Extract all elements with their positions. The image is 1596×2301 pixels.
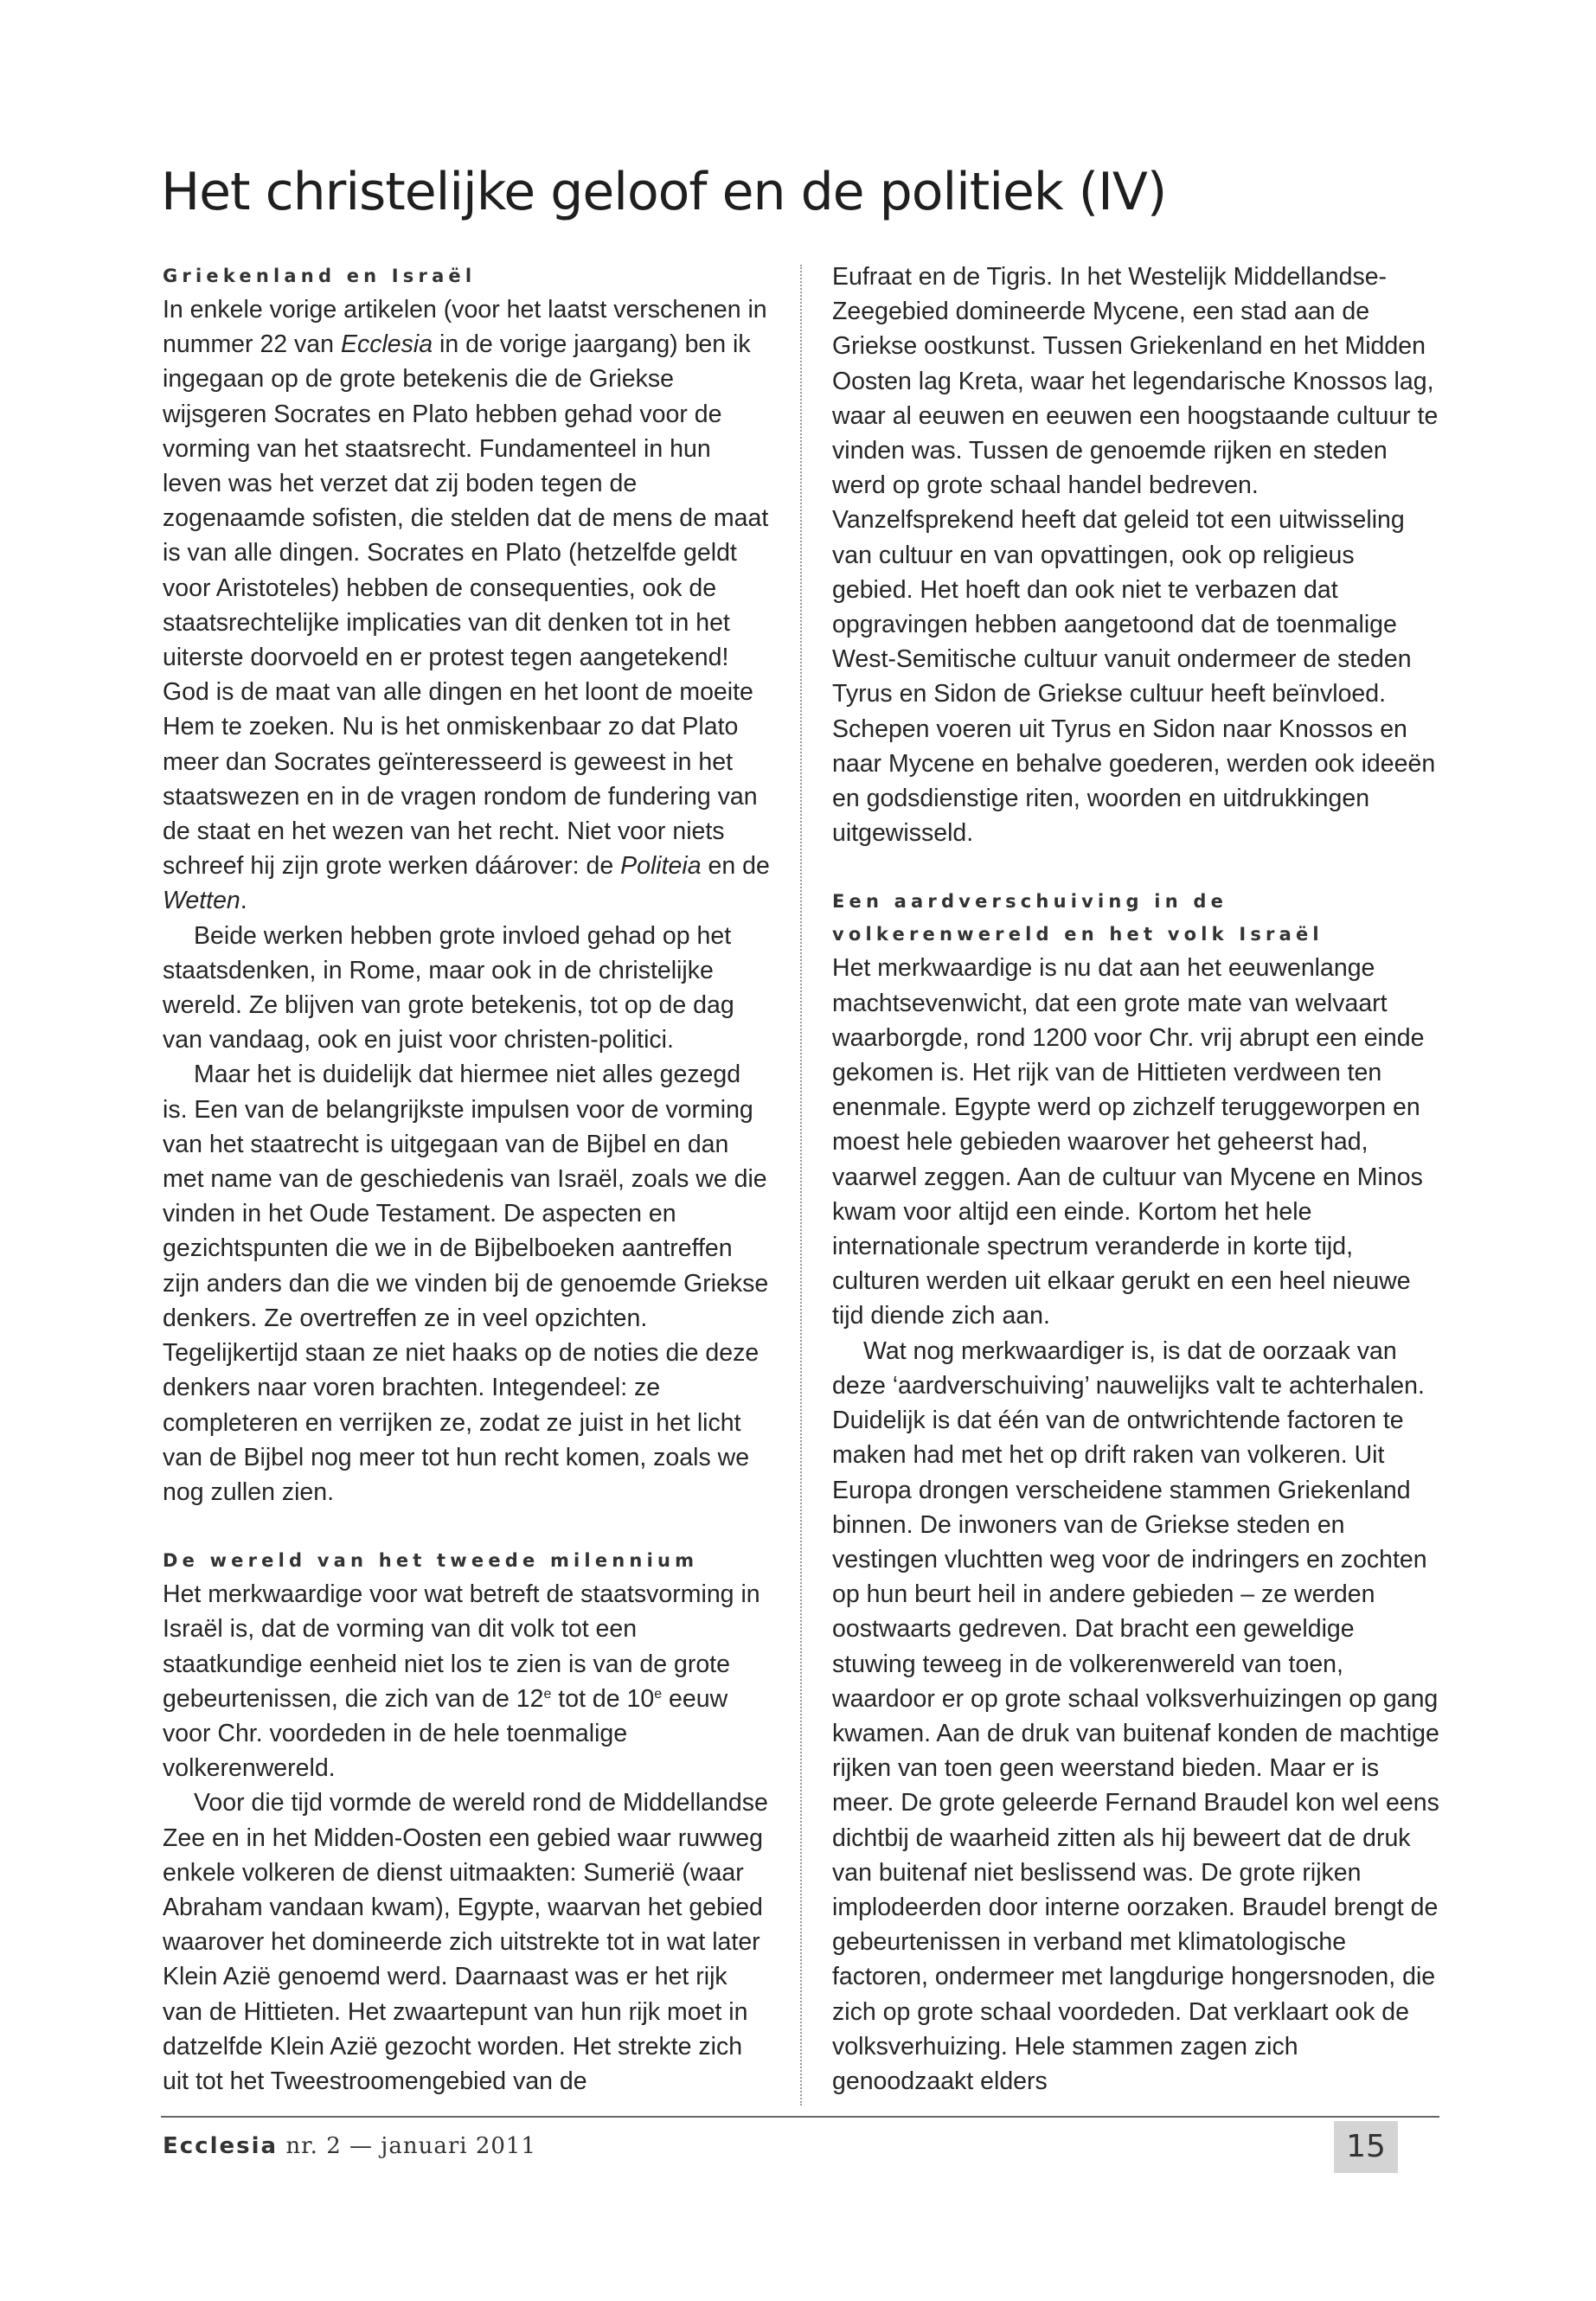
- superscript: e: [543, 1686, 552, 1702]
- paragraph: [163, 1577, 772, 1785]
- footer-rule: [161, 2116, 1439, 2118]
- paragraph: Voor die tijd vormde de wereld rond de Middellandse Zee en in het Midden-Oosten een gebied waar ruwweg enkele volkeren de dienst uitmaakten: Sumerië (waar Abraham vandaan kwam), Egypte, waarvan het gebied waarover het domineerde zich uitstrekte tot in wat later Klein Azië genoemd werd. Daarnaast was er het rijk van de Hittieten. Het zwaartepunt van hun rijk moet in datzelfde Klein Azië gezocht worden. Het strekte zich uit tot het Tweestroomengebied van de: [163, 1789, 768, 2095]
- emphasis-politeia: Politeia: [620, 852, 702, 881]
- section-heading-griekenland: Griekenland en Israël: [163, 266, 477, 286]
- paragraph: [163, 292, 772, 919]
- section-heading-wereld: De wereld van het tweede milennium: [163, 1550, 699, 1572]
- column-divider: [800, 265, 802, 2106]
- emphasis-wetten: Wetten: [163, 887, 240, 915]
- paragraph: Wat nog merkwaardiger is, is dat de oorzaak van deze ‘aardverschuiving’ nauwelijks valt te achterhalen. Duidelijk is dat één van de ontwrichtende factoren te maken had met het op drift raken van volkeren. Uit Europa drongen verscheidene stammen Griekenland binnen. De inwoners van de Griekse steden en vestingen vluchtten weg voor de indringers en zochten op hun beurt heil in andere gebieden – ze werden oostwaarts gedreven. Dat bracht een geweldige stuwing teweeg in de volkerenwereld van toen, waardoor er op grote schaal volksverhuizingen op gang kwamen. Aan de druk van buitenaf konden de machtige rijken van toen geen weerstand bieden. Maar er is meer. De grote geleerde Fernand Braudel kon wel eens dichtbij de waarheid zitten als hij beweert dat de druk van buitenaf niet beslissend was. De grote rijken implodeerden door interne oorzaken. Braudel brengt de gebeurtenissen in verband met klimatologische factoren, ondermeer met langdurige hongersnoden, die zich op grote schaal voordeden. Dat verklaart ook de volksverhuizing. Hele stammen zagen zich genoodzaakt elders: [832, 1336, 1439, 2095]
- left-column: [163, 260, 772, 2128]
- issue-info: nr. 2 — januari 2011: [278, 2133, 536, 2159]
- spacer: [163, 1509, 772, 1544]
- text-run: en de: [701, 852, 770, 881]
- text-run: Het merkwaardige voor wat betreft de staatsvorming in Israël is, dat de vorming van dit volk tot een staatkundige eenheid niet los te zien is van de grote gebeurtenissen, die zich van de 12: [163, 1580, 760, 1713]
- paragraph: Maar het is duidelijk dat hiermee niet alles gezegd is. Een van de belangrijkste impulsen voor de vorming van het staatrecht is uitgegaan van de Bijbel en dan met name van de geschiedenis van Israël, zoals we die vinden in het Oude Testament. De aspecten en gezichtspunten die we in de Bijbelboeken aantreffen zijn anders dan die we vinden bij de genoemde Griekse denkers. Ze overtreffen ze in veel opzichten. Tegelijkertijd staan ze niet haaks op de noties die deze denkers naar voren brachten. Integendeel: ze completeren en verrijken ze, zodat ze juist in het licht van de Bijbel nog meer tot hun recht komen, zoals we nog zullen zien.: [163, 1061, 769, 1506]
- text-run: tot de 10: [551, 1684, 655, 1713]
- paragraph: Beide werken hebben grote invloed gehad op het staatsdenken, in Rome, maar ook in de christelijke wereld. Ze blijven van grote betekenis, tot op de dag van vandaag, ook en juist voor christen-politici.: [163, 921, 734, 1054]
- text-run: eeuw voor Chr. voordeden in de hele toenmalige volkerenwereld.: [163, 1684, 728, 1783]
- footer-issue: [163, 2133, 536, 2159]
- spacer: [832, 850, 1441, 885]
- emphasis-ecclesia: Ecclesia: [340, 330, 433, 359]
- paragraph: Eufraat en de Tigris. In het Westelijk Middellandse-Zeegebied domineerde Mycene, een stad aan de Griekse oostkunst. Tussen Griekenland en het Midden Oosten lag Kreta, waar het legendarische Knossos lag, waar al eeuwen en eeuwen een hoogstaande cultuur te vinden was. Tussen de genoemde rijken en steden werd op grote schaal handel bedreven. Vanzelfsprekend heeft dat geleid tot een uitwisseling van cultuur en van opvattingen, ook op religieus gebied. Het hoeft dan ook niet te verbazen dat opgravingen hebben aangetoond dat de toenmalige West-Semitische cultuur vanuit ondermeer de steden Tyrus en Sidon de Griekse cultuur heeft beïnvloed. Schepen voeren uit Tyrus en Sidon naar Knossos en naar Mycene en behalve goederen, werden ook ideeën en godsdienstige riten, woorden en uitdrukkingen uitgewisseld.: [832, 263, 1439, 848]
- magazine-name: Ecclesia: [163, 2133, 279, 2159]
- superscript: e: [654, 1686, 663, 1702]
- text-run: .: [240, 887, 247, 915]
- section-heading-aardverschuiving: Een aardverschuiving in de volkerenwereld en het volk Israël: [832, 891, 1324, 945]
- right-column: [832, 260, 1441, 2128]
- text-run: in de vorige jaargang) ben ik ingegaan op de grote betekenis die de Griekse wijsgeren Socrates en Plato hebben gehad voor de vorming van het staatsrecht. Fundamenteel in hun leven was het verzet dat zij boden tegen de zogenaamde sofisten, die stelden dat de mens de maat is van alle dingen. Socrates en Plato (hetzelfde geldt voor Aristoteles) hebben de consequenties, ook de staatsrechtelijke implicaties van dit denken tot in het uiterste doorvoeld en er protest tegen aangetekend! God is de maat van alle dingen en het loont de moeite Hem te zoeken. Nu is het onmiskenbaar zo dat Plato meer dan Socrates geïnteresseerd is geweest in het staatswezen en in de vragen rondom de fundering van de staat en het wezen van het recht. Niet voor niets schreef hij zijn grote werken dáárover: de: [163, 330, 769, 881]
- text-run: In enkele vorige artikelen (voor het laatst verschenen in nummer 22 van: [163, 296, 767, 359]
- paragraph: Het merkwaardige is nu dat aan het eeuwenlange machtsevenwicht, dat een grote mate van welvaart waarborgde, rond 1200 voor Chr. vrij abrupt een einde gekomen is. Het rijk van de Hittieten verdween ten enenmale. Egypte werd op zichzelf teruggeworpen en moest hele gebieden waarover het geheerst had, vaarwel zeggen. Aan de cultuur van Mycene en Minos kwam voor altijd een einde. Kortom het hele internationale spectrum veranderde in korte tijd, culturen werden uit elkaar gerukt en een heel nieuwe tijd diende zich aan.: [832, 954, 1425, 1330]
- article-title: Het christelijke geloof en de politiek (IV): [161, 162, 1167, 222]
- page-number: 15: [1334, 2121, 1398, 2173]
